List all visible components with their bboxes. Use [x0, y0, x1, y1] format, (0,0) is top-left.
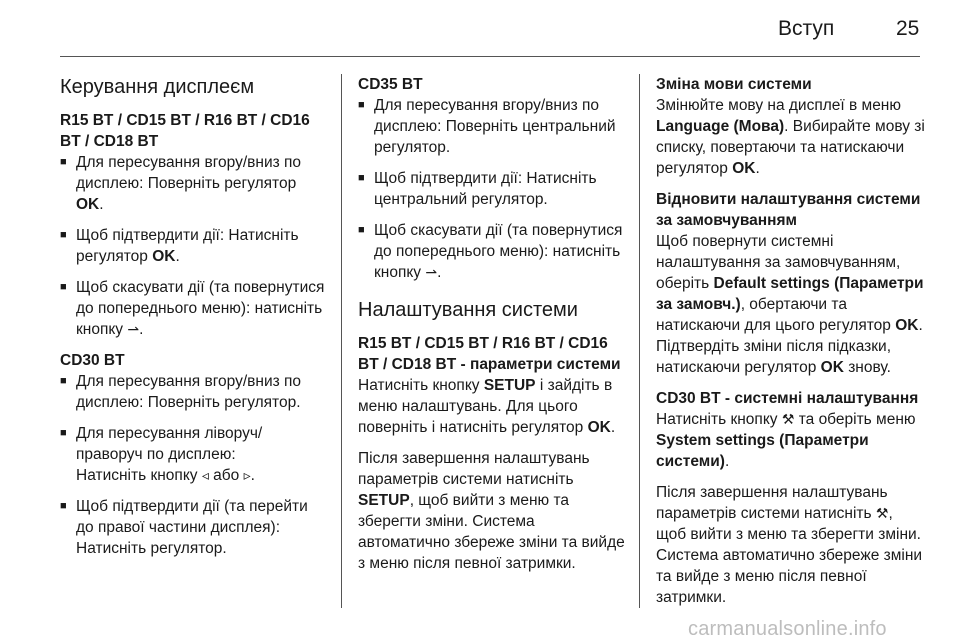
subheading-cd30: CD30 BT [60, 352, 125, 369]
subheading-r15-params: R15 BT / CD15 BT / R16 BT / CD16 BT / CD18 BT - параметри системи [358, 335, 621, 373]
column-1 [60, 74, 326, 569]
paragraph-language: Змінюйте мову на дисплеї в меню Language (Мова). Вибирайте мову зі списку, повертаючи та натискаючи регулятор OK. [656, 97, 925, 177]
page-title: Вступ [778, 17, 835, 40]
list-item: ■ Щоб скасувати дії (та повернутися до попереднього меню): натисніть кнопку ⇀. [60, 277, 326, 340]
list-item: ■ Щоб підтвердити дії: Натисніть регулятор OK. [60, 225, 326, 267]
back-arrow-icon: ⇀ [127, 321, 140, 337]
paragraph-cd30-menu: Натисніть кнопку ⚒ та оберіть меню System settings (Параметри системи). [656, 411, 916, 470]
paragraph-setup: Натисніть кнопку SETUP і зайдіть в меню налаштувань. Для цього поверніть і натисніть регулятор OK. [358, 377, 616, 436]
setup-tools-icon: ⚒ [875, 505, 889, 521]
list-item: ■ Для пересування вгору/вниз по дисплею: Поверніть регулятор. [60, 371, 326, 413]
list-item: ■ Для пересування вгору/вниз по дисплею: Поверніть регулятор OK. [60, 152, 326, 215]
list-item: ■ Щоб скасувати дії (та повернутися до попереднього меню): натисніть кнопку ⇀. [358, 220, 630, 283]
page-number: 25 [896, 17, 920, 40]
right-triangle-icon: ▹ [243, 467, 251, 483]
list-r15-models [60, 152, 326, 340]
left-triangle-icon: ◃ [201, 467, 209, 483]
list-item: ■ Щоб підтвердити дії: Натисніть центральний регулятор. [358, 168, 630, 210]
column-divider [341, 74, 342, 608]
paragraph-defaults: Щоб повернути системні налаштування за замовчуванням, оберіть Default settings (Параметри за замовч.), обертаючи та натискаючи для цього регулятор OK. Підтвердіть зміни після підказки, натискаючи регулятор OK знову. [656, 233, 924, 376]
watermark: carmanualsonline.info [688, 618, 887, 640]
list-cd35 [358, 95, 630, 283]
subheading-r15-models: R15 BT / CD15 BT / R16 BT / CD16 BT / CD18 BT [60, 112, 310, 150]
list-item: ■ Для пересування ліворуч/праворуч по дисплею: Натисніть кнопку ◃ або ▹. [60, 423, 326, 486]
setup-tools-icon: ⚒ [781, 411, 795, 427]
back-arrow-icon: ⇀ [425, 264, 438, 280]
section-heading-system-settings: Налаштування системи [358, 299, 578, 321]
subheading-cd35: CD35 BT [358, 76, 423, 93]
paragraph-cd30-save: Після завершення налаштувань параметрів системи натисніть ⚒, щоб вийти з меню та зберегти зміни. Система автоматично збереже зміни та вийде з меню після певної затримки. [656, 484, 923, 606]
subheading-language: Зміна мови системи [656, 76, 812, 93]
page-header [0, 0, 960, 60]
column-2 [358, 74, 630, 584]
section-heading-display-control: Керування дисплеєм [60, 76, 255, 98]
list-cd30 [60, 371, 326, 559]
paragraph-save: Після завершення налаштувань параметрів системи натисніть SETUP, щоб вийти з меню та зберегти зміни. Система автоматично збереже зміни та вийде з меню після певної затримки. [358, 450, 625, 572]
list-item: ■ Щоб підтвердити дії (та перейти до правої частини дисплея): Натисніть регулятор. [60, 496, 326, 559]
column-3 [656, 74, 926, 618]
subheading-cd30-system: CD30 BT - системні налаштування [656, 390, 919, 407]
subheading-defaults: Відновити налаштування системи за замовчуванням [656, 191, 921, 229]
header-rule [60, 56, 920, 57]
list-item: ■ Для пересування вгору/вниз по дисплею: Поверніть центральний регулятор. [358, 95, 630, 158]
column-divider [639, 74, 640, 608]
